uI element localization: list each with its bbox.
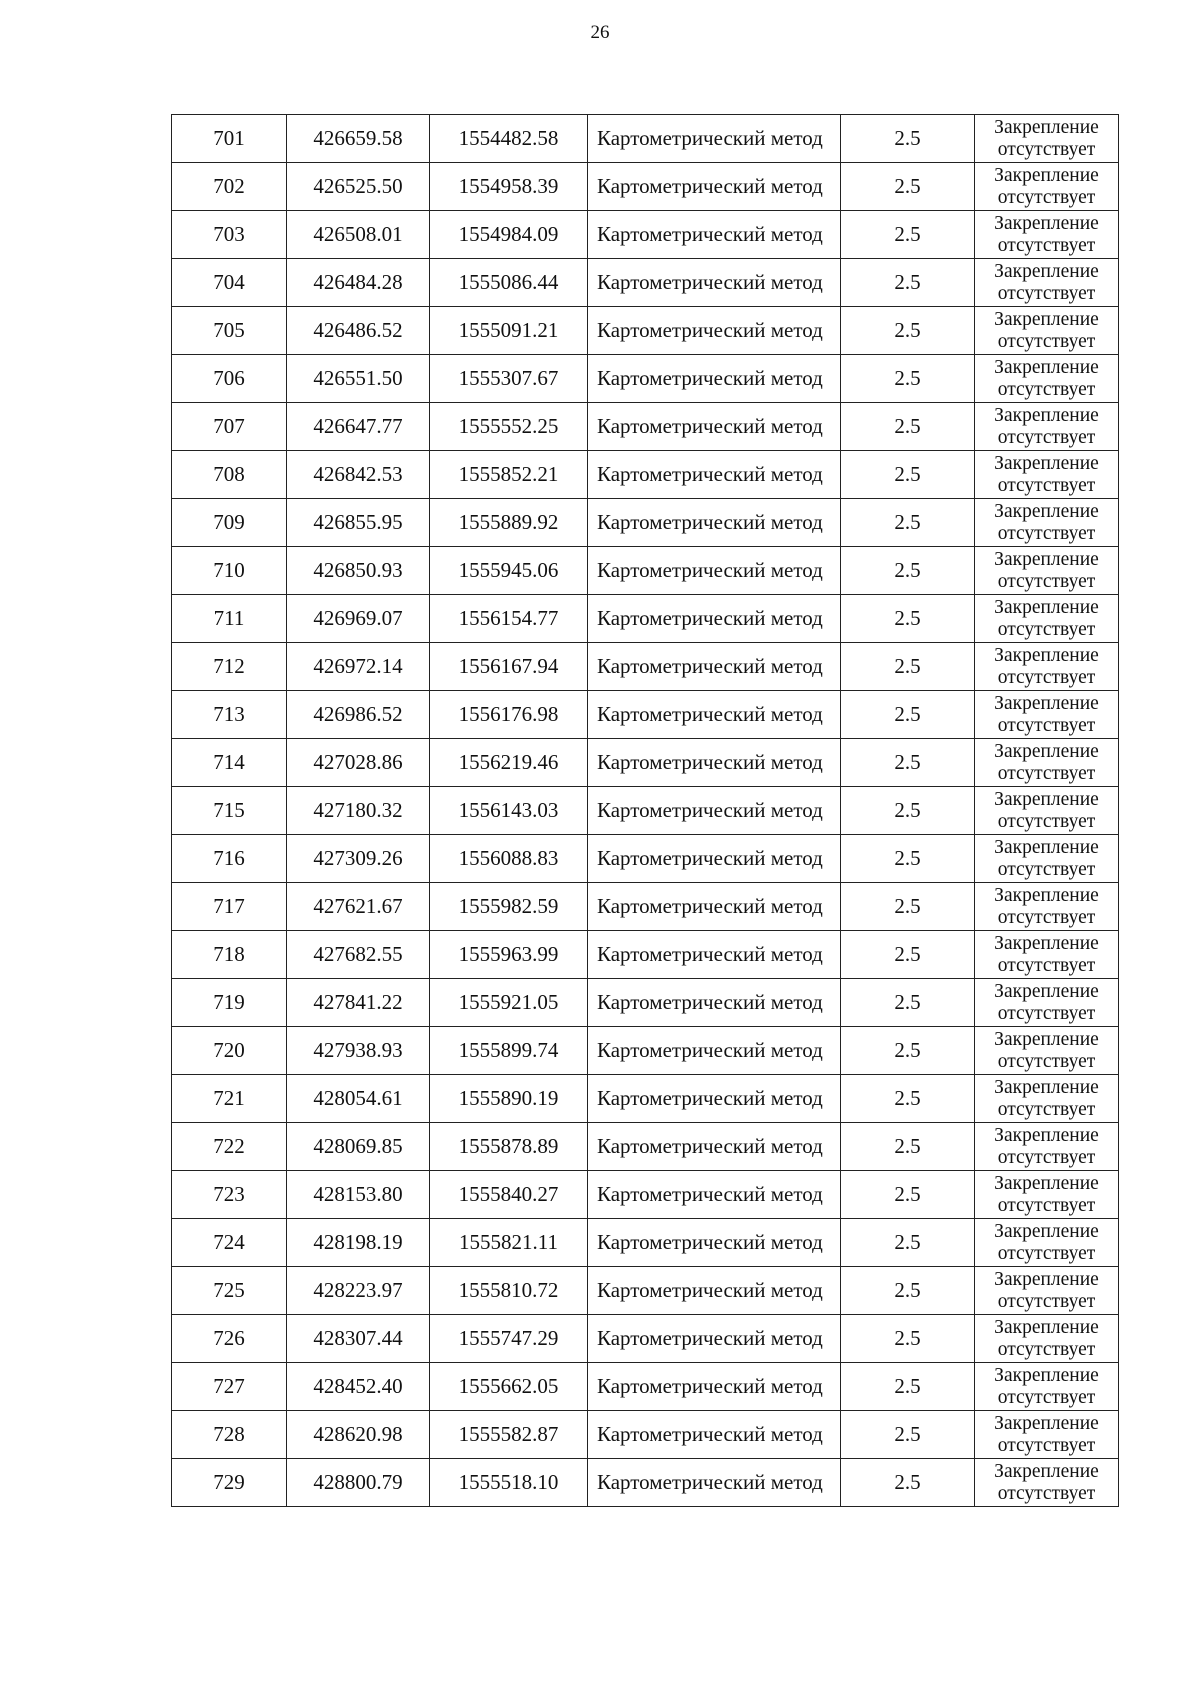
x-coordinate-cell: 426659.58 (287, 115, 430, 163)
fixing-text: Закрепление (994, 597, 1099, 619)
table-row (172, 1075, 1119, 1123)
fixing-text: Закрепление (994, 1029, 1099, 1051)
fixing-text: отсутствует (997, 186, 1096, 208)
accuracy-cell: 2.5 (841, 307, 975, 355)
x-coordinate-cell: 426508.01 (287, 211, 430, 259)
accuracy-cell: 2.5 (841, 883, 975, 931)
fixing-text: Закрепление (994, 357, 1099, 379)
point-number-cell: 705 (172, 307, 287, 355)
x-coordinate-cell: 426972.14 (287, 643, 430, 691)
fixing-text: отсутствует (997, 1242, 1096, 1264)
point-number-cell: 727 (172, 1363, 287, 1411)
point-number-cell: 713 (172, 691, 287, 739)
x-coordinate-cell: 427028.86 (287, 739, 430, 787)
fixing-text: отсутствует (997, 858, 1096, 880)
method-cell: Картометрический метод (588, 355, 841, 403)
fixing-cell (975, 547, 1119, 595)
fixing-cell (975, 1123, 1119, 1171)
x-coordinate-cell: 427309.26 (287, 835, 430, 883)
fixing-text: Закрепление (994, 789, 1099, 811)
y-coordinate-cell: 1555890.19 (430, 1075, 588, 1123)
y-coordinate-cell: 1556176.98 (430, 691, 588, 739)
point-number-cell: 711 (172, 595, 287, 643)
method-cell: Картометрический метод (588, 1363, 841, 1411)
method-cell: Картометрический метод (588, 499, 841, 547)
fixing-text: отсутствует (997, 762, 1096, 784)
table-row (172, 931, 1119, 979)
fixing-text: отсутствует (997, 330, 1096, 352)
method-cell: Картометрический метод (588, 547, 841, 595)
method-cell: Картометрический метод (588, 739, 841, 787)
point-number-cell: 728 (172, 1411, 287, 1459)
point-number-cell: 716 (172, 835, 287, 883)
fixing-cell (975, 1267, 1119, 1315)
fixing-cell (975, 1027, 1119, 1075)
fixing-cell (975, 739, 1119, 787)
accuracy-cell: 2.5 (841, 163, 975, 211)
fixing-text: Закрепление (994, 165, 1099, 187)
accuracy-cell: 2.5 (841, 499, 975, 547)
method-cell: Картометрический метод (588, 835, 841, 883)
fixing-cell (975, 691, 1119, 739)
fixing-text: отсутствует (997, 1482, 1096, 1504)
method-cell: Картометрический метод (588, 307, 841, 355)
method-cell: Картометрический метод (588, 1219, 841, 1267)
accuracy-cell: 2.5 (841, 547, 975, 595)
table-row (172, 1411, 1119, 1459)
fixing-cell (975, 163, 1119, 211)
fixing-text: Закрепление (994, 261, 1099, 283)
coordinates-table (171, 114, 1119, 1507)
point-number-cell: 718 (172, 931, 287, 979)
method-cell: Картометрический метод (588, 787, 841, 835)
table-row (172, 1171, 1119, 1219)
table-row (172, 355, 1119, 403)
fixing-text: отсутствует (997, 618, 1096, 640)
accuracy-cell: 2.5 (841, 691, 975, 739)
fixing-cell (975, 979, 1119, 1027)
fixing-text: Закрепление (994, 1365, 1099, 1387)
table-row (172, 403, 1119, 451)
method-cell: Картометрический метод (588, 1123, 841, 1171)
method-cell: Картометрический метод (588, 931, 841, 979)
fixing-cell (975, 451, 1119, 499)
y-coordinate-cell: 1555821.11 (430, 1219, 588, 1267)
accuracy-cell: 2.5 (841, 1363, 975, 1411)
method-cell: Картометрический метод (588, 211, 841, 259)
x-coordinate-cell: 426484.28 (287, 259, 430, 307)
accuracy-cell: 2.5 (841, 211, 975, 259)
fixing-cell (975, 403, 1119, 451)
fixing-text: Закрепление (994, 1125, 1099, 1147)
fixing-text: Закрепление (994, 1269, 1099, 1291)
fixing-text: отсутствует (997, 426, 1096, 448)
y-coordinate-cell: 1555840.27 (430, 1171, 588, 1219)
accuracy-cell: 2.5 (841, 595, 975, 643)
table-row (172, 1315, 1119, 1363)
fixing-text: Закрепление (994, 1173, 1099, 1195)
y-coordinate-cell: 1556154.77 (430, 595, 588, 643)
point-number-cell: 725 (172, 1267, 287, 1315)
point-number-cell: 722 (172, 1123, 287, 1171)
table-row (172, 1267, 1119, 1315)
fixing-text: отсутствует (997, 714, 1096, 736)
fixing-text: отсутствует (997, 1194, 1096, 1216)
method-cell: Картометрический метод (588, 163, 841, 211)
y-coordinate-cell: 1555878.89 (430, 1123, 588, 1171)
fixing-text: Закрепление (994, 645, 1099, 667)
table-row (172, 115, 1119, 163)
table-row (172, 259, 1119, 307)
method-cell: Картометрический метод (588, 403, 841, 451)
method-cell: Картометрический метод (588, 643, 841, 691)
accuracy-cell: 2.5 (841, 931, 975, 979)
point-number-cell: 726 (172, 1315, 287, 1363)
fixing-text: Закрепление (994, 885, 1099, 907)
fixing-text: отсутствует (997, 1002, 1096, 1024)
fixing-cell (975, 355, 1119, 403)
table-row (172, 547, 1119, 595)
table-row (172, 163, 1119, 211)
y-coordinate-cell: 1555889.92 (430, 499, 588, 547)
y-coordinate-cell: 1555899.74 (430, 1027, 588, 1075)
table-row (172, 1219, 1119, 1267)
page-number: 26 (590, 22, 610, 43)
y-coordinate-cell: 1554958.39 (430, 163, 588, 211)
table-row (172, 1459, 1119, 1507)
fixing-cell (975, 1411, 1119, 1459)
fixing-cell (975, 1219, 1119, 1267)
fixing-text: отсутствует (997, 1146, 1096, 1168)
fixing-cell (975, 1363, 1119, 1411)
x-coordinate-cell: 428620.98 (287, 1411, 430, 1459)
point-number-cell: 703 (172, 211, 287, 259)
table-row (172, 1123, 1119, 1171)
fixing-cell (975, 883, 1119, 931)
accuracy-cell: 2.5 (841, 979, 975, 1027)
fixing-cell (975, 595, 1119, 643)
fixing-text: Закрепление (994, 1317, 1099, 1339)
y-coordinate-cell: 1555091.21 (430, 307, 588, 355)
x-coordinate-cell: 426855.95 (287, 499, 430, 547)
point-number-cell: 729 (172, 1459, 287, 1507)
method-cell: Картометрический метод (588, 1315, 841, 1363)
x-coordinate-cell: 427180.32 (287, 787, 430, 835)
point-number-cell: 708 (172, 451, 287, 499)
table-row (172, 211, 1119, 259)
fixing-text: отсутствует (997, 138, 1096, 160)
fixing-text: отсутствует (997, 666, 1096, 688)
point-number-cell: 719 (172, 979, 287, 1027)
fixing-text: отсутствует (997, 1290, 1096, 1312)
table-row (172, 787, 1119, 835)
fixing-text: отсутствует (997, 906, 1096, 928)
fixing-text: Закрепление (994, 501, 1099, 523)
table-body (172, 115, 1119, 1507)
fixing-text: отсутствует (997, 522, 1096, 544)
fixing-cell (975, 1315, 1119, 1363)
point-number-cell: 710 (172, 547, 287, 595)
method-cell: Картометрический метод (588, 1459, 841, 1507)
point-number-cell: 714 (172, 739, 287, 787)
accuracy-cell: 2.5 (841, 115, 975, 163)
point-number-cell: 709 (172, 499, 287, 547)
y-coordinate-cell: 1555086.44 (430, 259, 588, 307)
x-coordinate-cell: 428198.19 (287, 1219, 430, 1267)
table-row (172, 835, 1119, 883)
fixing-text: Закрепление (994, 549, 1099, 571)
x-coordinate-cell: 427841.22 (287, 979, 430, 1027)
accuracy-cell: 2.5 (841, 1411, 975, 1459)
table-row (172, 739, 1119, 787)
x-coordinate-cell: 426986.52 (287, 691, 430, 739)
accuracy-cell: 2.5 (841, 1267, 975, 1315)
x-coordinate-cell: 426551.50 (287, 355, 430, 403)
accuracy-cell: 2.5 (841, 1027, 975, 1075)
x-coordinate-cell: 428800.79 (287, 1459, 430, 1507)
fixing-cell (975, 931, 1119, 979)
point-number-cell: 717 (172, 883, 287, 931)
x-coordinate-cell: 428307.44 (287, 1315, 430, 1363)
y-coordinate-cell: 1555518.10 (430, 1459, 588, 1507)
y-coordinate-cell: 1555552.25 (430, 403, 588, 451)
accuracy-cell: 2.5 (841, 643, 975, 691)
method-cell: Картометрический метод (588, 1075, 841, 1123)
point-number-cell: 724 (172, 1219, 287, 1267)
x-coordinate-cell: 428452.40 (287, 1363, 430, 1411)
y-coordinate-cell: 1554482.58 (430, 115, 588, 163)
x-coordinate-cell: 427938.93 (287, 1027, 430, 1075)
accuracy-cell: 2.5 (841, 1123, 975, 1171)
y-coordinate-cell: 1555747.29 (430, 1315, 588, 1363)
y-coordinate-cell: 1556167.94 (430, 643, 588, 691)
fixing-text: Закрепление (994, 693, 1099, 715)
fixing-text: Закрепление (994, 933, 1099, 955)
method-cell: Картометрический метод (588, 1267, 841, 1315)
fixing-text: Закрепление (994, 741, 1099, 763)
fixing-text: Закрепление (994, 117, 1099, 139)
point-number-cell: 721 (172, 1075, 287, 1123)
y-coordinate-cell: 1555810.72 (430, 1267, 588, 1315)
point-number-cell: 712 (172, 643, 287, 691)
x-coordinate-cell: 427621.67 (287, 883, 430, 931)
accuracy-cell: 2.5 (841, 1171, 975, 1219)
fixing-cell (975, 499, 1119, 547)
table-row (172, 883, 1119, 931)
fixing-cell (975, 1171, 1119, 1219)
y-coordinate-cell: 1555307.67 (430, 355, 588, 403)
x-coordinate-cell: 427682.55 (287, 931, 430, 979)
accuracy-cell: 2.5 (841, 787, 975, 835)
fixing-text: отсутствует (997, 234, 1096, 256)
fixing-cell (975, 259, 1119, 307)
y-coordinate-cell: 1555963.99 (430, 931, 588, 979)
y-coordinate-cell: 1556088.83 (430, 835, 588, 883)
method-cell: Картометрический метод (588, 883, 841, 931)
accuracy-cell: 2.5 (841, 739, 975, 787)
fixing-text: отсутствует (997, 1386, 1096, 1408)
x-coordinate-cell: 426850.93 (287, 547, 430, 595)
table-row (172, 595, 1119, 643)
table-row (172, 499, 1119, 547)
fixing-text: Закрепление (994, 405, 1099, 427)
accuracy-cell: 2.5 (841, 259, 975, 307)
fixing-text: отсутствует (997, 1098, 1096, 1120)
fixing-cell (975, 643, 1119, 691)
fixing-text: Закрепление (994, 213, 1099, 235)
x-coordinate-cell: 426525.50 (287, 163, 430, 211)
x-coordinate-cell: 426486.52 (287, 307, 430, 355)
x-coordinate-cell: 426647.77 (287, 403, 430, 451)
fixing-text: отсутствует (997, 570, 1096, 592)
point-number-cell: 707 (172, 403, 287, 451)
fixing-cell (975, 835, 1119, 883)
y-coordinate-cell: 1555852.21 (430, 451, 588, 499)
accuracy-cell: 2.5 (841, 1315, 975, 1363)
table-row (172, 691, 1119, 739)
fixing-text: Закрепление (994, 981, 1099, 1003)
point-number-cell: 723 (172, 1171, 287, 1219)
fixing-text: отсутствует (997, 1338, 1096, 1360)
point-number-cell: 704 (172, 259, 287, 307)
y-coordinate-cell: 1555945.06 (430, 547, 588, 595)
fixing-text: отсутствует (997, 954, 1096, 976)
fixing-cell (975, 1459, 1119, 1507)
y-coordinate-cell: 1556219.46 (430, 739, 588, 787)
table-row (172, 979, 1119, 1027)
x-coordinate-cell: 426969.07 (287, 595, 430, 643)
fixing-text: Закрепление (994, 453, 1099, 475)
y-coordinate-cell: 1555921.05 (430, 979, 588, 1027)
y-coordinate-cell: 1556143.03 (430, 787, 588, 835)
fixing-text: Закрепление (994, 309, 1099, 331)
x-coordinate-cell: 428223.97 (287, 1267, 430, 1315)
method-cell: Картометрический метод (588, 595, 841, 643)
fixing-text: отсутствует (997, 378, 1096, 400)
fixing-text: Закрепление (994, 837, 1099, 859)
table-row (172, 451, 1119, 499)
x-coordinate-cell: 426842.53 (287, 451, 430, 499)
point-number-cell: 715 (172, 787, 287, 835)
accuracy-cell: 2.5 (841, 403, 975, 451)
fixing-cell (975, 787, 1119, 835)
point-number-cell: 720 (172, 1027, 287, 1075)
point-number-cell: 706 (172, 355, 287, 403)
accuracy-cell: 2.5 (841, 1075, 975, 1123)
method-cell: Картометрический метод (588, 451, 841, 499)
x-coordinate-cell: 428054.61 (287, 1075, 430, 1123)
table-row (172, 307, 1119, 355)
method-cell: Картометрический метод (588, 1411, 841, 1459)
y-coordinate-cell: 1555582.87 (430, 1411, 588, 1459)
table-row (172, 643, 1119, 691)
method-cell: Картометрический метод (588, 115, 841, 163)
fixing-text: Закрепление (994, 1413, 1099, 1435)
accuracy-cell: 2.5 (841, 451, 975, 499)
method-cell: Картометрический метод (588, 1027, 841, 1075)
point-number-cell: 701 (172, 115, 287, 163)
fixing-cell (975, 115, 1119, 163)
y-coordinate-cell: 1554984.09 (430, 211, 588, 259)
method-cell: Картометрический метод (588, 979, 841, 1027)
fixing-text: Закрепление (994, 1077, 1099, 1099)
method-cell: Картометрический метод (588, 1171, 841, 1219)
fixing-cell (975, 1075, 1119, 1123)
y-coordinate-cell: 1555982.59 (430, 883, 588, 931)
fixing-text: Закрепление (994, 1461, 1099, 1483)
method-cell: Картометрический метод (588, 259, 841, 307)
fixing-text: Закрепление (994, 1221, 1099, 1243)
fixing-text: отсутствует (997, 1050, 1096, 1072)
table-row (172, 1363, 1119, 1411)
fixing-text: отсутствует (997, 1434, 1096, 1456)
table-row (172, 1027, 1119, 1075)
point-number-cell: 702 (172, 163, 287, 211)
method-cell: Картометрический метод (588, 691, 841, 739)
x-coordinate-cell: 428153.80 (287, 1171, 430, 1219)
accuracy-cell: 2.5 (841, 355, 975, 403)
x-coordinate-cell: 428069.85 (287, 1123, 430, 1171)
accuracy-cell: 2.5 (841, 835, 975, 883)
accuracy-cell: 2.5 (841, 1459, 975, 1507)
accuracy-cell: 2.5 (841, 1219, 975, 1267)
fixing-text: отсутствует (997, 810, 1096, 832)
y-coordinate-cell: 1555662.05 (430, 1363, 588, 1411)
fixing-text: отсутствует (997, 474, 1096, 496)
fixing-cell (975, 307, 1119, 355)
fixing-text: отсутствует (997, 282, 1096, 304)
fixing-cell (975, 211, 1119, 259)
